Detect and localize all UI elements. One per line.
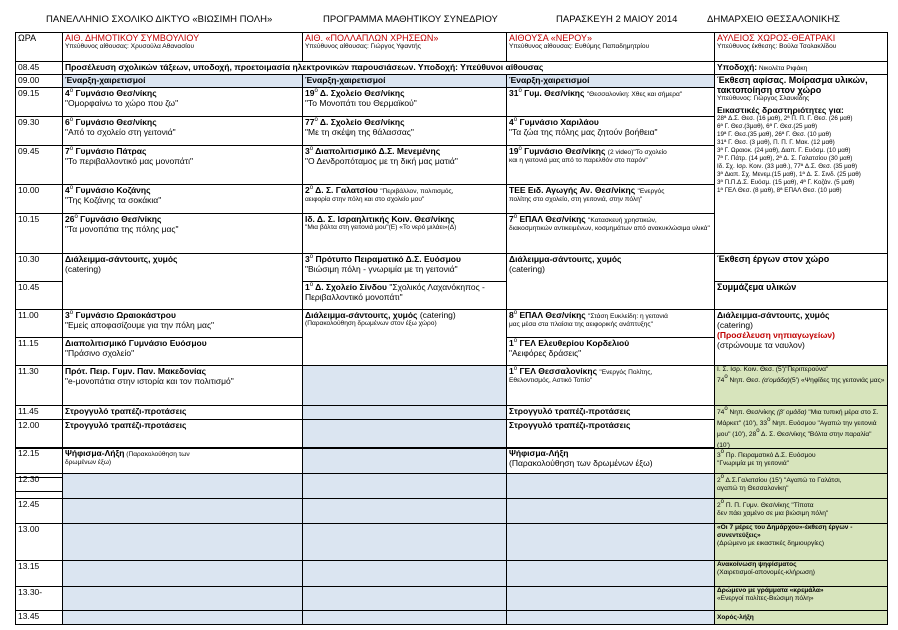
empty-cell xyxy=(303,524,507,561)
time-cell: 12.45 xyxy=(16,499,63,524)
empty-cell xyxy=(303,420,507,448)
session-note: "Ενεργός xyxy=(637,188,665,195)
session-cell xyxy=(507,117,715,146)
school-number: 7 xyxy=(65,146,70,156)
school-number: 1 xyxy=(305,282,310,292)
session-title: αειφορία στην πόλη και στο σχολείο μου" xyxy=(305,196,425,203)
exhibition-cell: Έκθεση έργων στον χώρο xyxy=(715,254,888,282)
empty-cell xyxy=(303,587,507,611)
time-cell: 13.30- xyxy=(16,587,63,611)
reception-cell xyxy=(715,62,888,75)
school-number: 33 xyxy=(759,420,768,427)
school-name: Διαπολιτισμικό Δ.Σ. Μενεμένης xyxy=(313,146,441,156)
school-number: 4 xyxy=(509,117,514,127)
performance-title: (5') «Ψηφίδες της γειτονιάς μας» xyxy=(789,377,885,384)
activity-item: Ιδ. Σχ. Ισρ. Κοιν. (33 μαθ.), 77ª Δ.Σ. Θεσ. (35 μαθ) xyxy=(717,163,858,171)
activity-item: 6ª Γ. Θεσ.(3μαθ), 6ª Γ. Θεσ.(25 μαθ) xyxy=(717,123,818,131)
session-cell xyxy=(507,146,715,185)
row-1230 xyxy=(16,474,888,499)
session-cell xyxy=(303,185,507,214)
session-title: "Το περιβαλλοντικό μας μονοπάτι" xyxy=(65,156,194,166)
kindergarten-arrival: (Προσέλευση νηπιαγωγείων) xyxy=(717,330,835,340)
empty-cell xyxy=(303,449,507,474)
opening-room1: Έναρξη-χαιρετισμοί xyxy=(63,75,303,88)
school-name: Γυμ. Θεσ/νίκης xyxy=(521,88,587,98)
ordinal-mark: ο xyxy=(69,117,74,124)
roundtable-room1: Στρογγυλό τραπέζι-προτάσεις xyxy=(63,406,303,420)
session-title: "Τα μονοπάτια της πόλης μας" xyxy=(65,224,179,234)
performance-cell xyxy=(715,611,888,625)
room3-resp: Υπεύθυνος αίθουσας: Ευθύμης Παπαδημητρίου xyxy=(509,43,650,50)
empty-cell xyxy=(63,587,303,611)
session-cell xyxy=(63,88,303,117)
performance-title: "Τίποτα xyxy=(791,502,814,509)
room4-resp: Υπεύθυνος έκθεσης: Βούλα Τσολακλίδου xyxy=(717,43,837,50)
time-cell: 09.00 xyxy=(16,75,63,88)
time-cell: 10.30 xyxy=(16,254,63,282)
roundtable-room3: Στρογγυλό τραπέζι-προτάσεις xyxy=(507,420,715,448)
session-title: πολίτης στο σχολείο, στη γειτονιά, στην πόλη" xyxy=(509,196,643,203)
ordinal-mark: ο xyxy=(720,499,725,506)
school-number: 8 xyxy=(509,310,514,320)
school-name: ΕΠΑΛ Θεσ/νίκης xyxy=(517,214,589,224)
school-number: 3 xyxy=(305,254,310,264)
empty-cell xyxy=(303,499,507,524)
school-name: Γυμνάσιο Θεσ/νίκης xyxy=(73,88,157,98)
time-cell: 09.15 xyxy=(16,88,63,117)
ordinal-mark: ο xyxy=(309,282,314,289)
empty-cell xyxy=(63,449,303,474)
school-name: Πρότυπο Πειραματικό Δ.Σ. Ευόσμου xyxy=(313,254,461,264)
break-note: (catering) xyxy=(509,264,545,274)
time-cell: 11.45 xyxy=(16,406,63,420)
time-cell: 12.30 xyxy=(16,474,63,499)
school-number: 74 xyxy=(717,409,725,416)
school-number: 7 xyxy=(509,214,514,224)
reception-label: Υποδοχή: xyxy=(717,62,758,72)
ordinal-mark: ο xyxy=(513,338,518,345)
closing-title: Ψήφισμα-Λήξη xyxy=(65,448,125,458)
session-title: μας μέσα στα πλαίσια της αειφορικής ανάπτυξης" xyxy=(509,321,653,328)
session-title: "Σχολικός Λαχανόκηπος - Περιβαλλοντικό μονοπάτι" xyxy=(305,282,485,302)
session-cell xyxy=(507,366,715,406)
school-number: 3 xyxy=(65,310,70,320)
roundtable-room3: Στρογγυλό τραπέζι-προτάσεις xyxy=(507,406,715,420)
break-note: (catering) xyxy=(65,264,101,274)
break-title: Διάλειμμα-σάντουιτς, χυμός xyxy=(65,254,178,264)
time-cell: 13.00 xyxy=(16,524,63,561)
school-name: Ιδ. Δ. Σ. Ισραηλιτικής Κοιν. Θεσ/νίκης xyxy=(305,214,455,224)
school-name: ΓΕΛ Θεσσαλονίκης xyxy=(517,366,600,376)
row-1245 xyxy=(16,499,888,524)
session-title: "Πράσινο σχολείο" xyxy=(65,348,135,358)
group-note: (β' ομάδα) xyxy=(776,409,807,416)
school-number: 3 xyxy=(305,146,310,156)
ordinal-mark: ο xyxy=(309,185,314,192)
venue-title: ΔΗΜΑΡΧΕΙΟ ΘΕΣΣΑΛΟΝΙΚΗΣ xyxy=(707,14,841,25)
session-cell xyxy=(63,185,303,214)
empty-cell xyxy=(303,366,507,406)
time-cell: 09.45 xyxy=(16,146,63,185)
date-title: ΠΑΡΑΣΚΕΥΗ 2 ΜΑΙΟΥ 2014 xyxy=(556,14,678,25)
break-title: Διάλειμμα-σάντουιτς, χυμός xyxy=(305,310,420,320)
school-name: ΕΠΑΛ Θεσ/νίκης xyxy=(517,310,589,320)
session-note: "Ενεργός Πολίτης, xyxy=(599,369,653,376)
empty-cell xyxy=(63,474,303,499)
school-name: ΓΕΛ Ελευθερίου Κορδελιού xyxy=(517,338,630,348)
room3-title: ΑΙΘΟΥΣΑ «ΝΕΡΟΥ» xyxy=(509,33,593,43)
time-cell: 11.15 xyxy=(16,338,63,366)
session-cell xyxy=(507,185,715,214)
school-number: 26 xyxy=(65,214,75,224)
school-name: Γυμνάσιο Ωραιοκάστρου xyxy=(73,310,176,320)
school-number: 77 xyxy=(305,117,315,127)
session-note: "Στάση Ευκλείδη: η γειτονιά xyxy=(588,313,668,320)
school-number: 74 xyxy=(717,377,725,384)
room1-header xyxy=(63,33,303,62)
performance-title-2: δεν πάει χαμένο σε μια βιώσιμη πόλη" xyxy=(717,510,829,517)
session-title: "Εμείς αποφασίζουμε για την πόλη μας" xyxy=(65,320,215,330)
session-title: και η γειτονιά μας από το παρελθόν στο παρόν" xyxy=(509,157,648,164)
empty-cell xyxy=(303,561,507,587)
activity-item: 7ª Γ. Πάτρ. (14 μαθ), 2ª Δ. Σ. Γαλατσίου (30 μαθ) xyxy=(717,155,853,163)
row-1345 xyxy=(16,611,888,625)
closing-note: (Παρακολούθηση των xyxy=(124,451,190,458)
row-1145 xyxy=(16,406,888,420)
empty-cell xyxy=(507,561,715,587)
school-number: 3 xyxy=(717,452,721,459)
page-header xyxy=(0,14,898,28)
session-title: "Ομορφαίνω το χώρο που ζω" xyxy=(65,98,179,108)
row-1330 xyxy=(16,587,888,611)
performance-cell xyxy=(715,524,888,561)
closing-note: (Παρακολούθηση των δρωμένων έξω) xyxy=(509,458,653,468)
ordinal-mark: ο xyxy=(518,88,522,95)
ordinal-mark: ο xyxy=(314,88,318,95)
session-title: "Βιώσιμη πόλη - γνωριμία με τη γειτονιά" xyxy=(305,264,458,274)
ordinal-mark: ο xyxy=(309,254,314,261)
performance-title: "Γνωριμία με τη γειτονιά" xyxy=(717,460,790,467)
schedule-table-bottom xyxy=(15,473,888,625)
empty-cell xyxy=(507,611,715,625)
closing-title: Ψήφισμα-Λήξη xyxy=(509,448,569,458)
performance-title: Νηπ. Ευόσμου "Αγαπώ την γειτονιά μου" (10'), xyxy=(717,420,877,438)
session-cell xyxy=(303,282,507,310)
activity-item: 1ª ΓΕΛ Θεσ. (8 μαθ), 8ª ΕΠΑΛ Θεσ. (10 μαθ) xyxy=(717,187,842,195)
row-1315 xyxy=(16,561,888,587)
row-1100 xyxy=(16,310,888,338)
performance-cell xyxy=(715,366,888,406)
school-name: Δ. Σχολείο Σίνδου xyxy=(313,282,390,292)
ordinal-mark: ο xyxy=(314,117,318,124)
empty-cell xyxy=(507,524,715,561)
performance-cell xyxy=(715,499,888,524)
session-note: "Κατασκευή χρηστικών, xyxy=(588,217,657,224)
row-1215-lower xyxy=(16,449,888,474)
school-name: Πρ. Πειραματικό Δ.Σ. Ευόσμου xyxy=(724,452,816,459)
empty-cell xyxy=(63,524,303,561)
time-cell: 12.00 xyxy=(16,420,63,448)
session-title: Εθελοντισμός, Αστικό Τοπίο" xyxy=(509,377,593,384)
row-1130 xyxy=(16,366,888,406)
empty-cell xyxy=(63,499,303,524)
exhibit-cell xyxy=(715,75,888,254)
session-title: "Μια βόλτα στη γειτονιά μου"(Ε) «Το νερό μιλάει»(Δ) xyxy=(305,224,457,231)
opening-room2: Έναρξη-χαιρετισμοί xyxy=(303,75,507,88)
performance-cell xyxy=(715,587,888,611)
performance-note: (Δρώμενο με εικαστικές δημιουργίες) xyxy=(717,540,825,547)
performance-title: «Οι 7 μέρες του Δημάρχου»-έκθεση έργων - συνεντεύξεις» xyxy=(717,524,853,539)
closing-note-2: δρωμένων έξω) xyxy=(65,459,112,466)
school-number: 2 xyxy=(305,185,310,195)
room1-title: ΑΙΘ. ΔΗΜΟΤΙΚΟΥ ΣΥΜΒΟΥΛΙΟΥ xyxy=(65,33,200,43)
break-cell xyxy=(63,254,303,310)
session-cell xyxy=(507,88,715,117)
opening-room3: Έναρξη-χαιρετισμοί xyxy=(507,75,715,88)
session-cell xyxy=(63,366,303,406)
school-name: Δ. Σχολείο Θεσ/νίκης xyxy=(317,88,405,98)
ordinal-mark: ο xyxy=(720,474,725,481)
school-number: 1 xyxy=(509,366,514,376)
school-number: 28 xyxy=(748,431,757,438)
room2-title: ΑΙΘ. «ΠΟΛΛΑΠΛΩΝ ΧΡΗΣΕΩΝ» xyxy=(305,33,439,43)
column-header-row xyxy=(16,33,888,62)
empty-cell xyxy=(303,474,507,499)
session-cell xyxy=(507,214,715,254)
school-number: 2 xyxy=(717,502,721,509)
school-name: Π. Π. Γυμν. Θεσ/νίκης xyxy=(724,502,792,509)
school-name: Γυμνάσιο Κοζάνης xyxy=(73,185,151,195)
school-name: Γυμνάσιο Πάτρας xyxy=(73,146,147,156)
session-title: διακοσμητικών αντικειμένων, κοσμημάτων από ανακυκλώσιμα υλικά" xyxy=(509,225,710,232)
exhibit-title: Έκθεση αφίσας. Μοίρασμα υλικών, τακτοποίηση στον χώρο xyxy=(717,75,868,95)
session-note: (2 video)"Το σχολείο xyxy=(607,149,667,156)
time-cell: 11.00 xyxy=(16,310,63,338)
session-title: "e-μονοπάτια στην ιστορία και τον πολιτισμό" xyxy=(65,376,234,386)
session-title: "Της Κοζάνης τα σοκάκια" xyxy=(65,195,162,205)
row-0845 xyxy=(16,62,888,75)
school-number: 31 xyxy=(509,88,519,98)
ordinal-mark: ο xyxy=(720,449,725,456)
ordinal-mark: ο xyxy=(724,406,728,413)
room4-header xyxy=(715,33,888,62)
room2-header xyxy=(303,33,507,62)
performance-note: «Ενεργοί πολίτες-Βιώσιμη πόλη» xyxy=(717,595,814,602)
empty-cell xyxy=(507,449,715,474)
break-extra: (Παρακολούθηση δρωμένων στον έξω χώρο) xyxy=(305,320,437,327)
network-title: ΠΑΝΕΛΛΗΝΙΟ ΣΧΟΛΙΚΟ ΔΙΚΤΥΟ «ΒΙΩΣΙΜΗ ΠΟΛΗ» xyxy=(46,14,273,25)
performance-title: Δ. Σ. Θεσ/νίκης "Βόλτα στην παραλία" (10') xyxy=(717,431,872,449)
setup-note: (στρώνουμε τα ναυλον) xyxy=(717,340,805,350)
school-name: ΤΕΕ Ειδ. Αγωγής Αν. Θεσ/νίκης xyxy=(509,185,638,195)
ordinal-mark: ο xyxy=(724,374,728,381)
empty-cell xyxy=(507,474,715,499)
session-cell xyxy=(303,254,507,282)
session-title: "Ο Δενδροπόταμος με τη δική μας ματιά" xyxy=(305,156,458,166)
time-header-label: ΩΡΑ xyxy=(18,33,37,43)
program-title: ΠΡΟΓΡΑΜΜΑ ΜΑΘΗΤΙΚΟΥ ΣΥΝΕΔΡΙΟΥ xyxy=(323,14,498,25)
session-cell xyxy=(303,117,507,146)
break-cell xyxy=(715,310,888,366)
room2-resp: Υπεύθυνος αίθουσας: Γιώργος Υφαντής xyxy=(305,43,421,50)
session-cell xyxy=(63,146,303,185)
room4-title: ΑΥΛΕΙΟΣ ΧΩΡΟΣ-ΘΕΑΤΡΑΚΙ xyxy=(717,33,836,43)
ordinal-mark: ο xyxy=(69,88,74,95)
row-0900 xyxy=(16,75,888,88)
session-cell xyxy=(63,214,303,254)
session-title: "Με τη σκέψη της θάλασσας" xyxy=(305,127,414,137)
performance-title: "Μια τυπική μέρα στο Σ. Μάρκετ" (10'), xyxy=(717,409,879,427)
time-header xyxy=(16,33,63,62)
ordinal-mark: ο xyxy=(513,214,518,221)
performance-cell xyxy=(715,561,888,587)
time-cell: 08.45 xyxy=(16,62,63,75)
session-cell xyxy=(507,338,715,366)
session-cell xyxy=(63,338,303,366)
performance-title: Ανακοίνωση ψηφίσματος xyxy=(717,561,797,568)
ordinal-mark: ο xyxy=(69,185,74,192)
break-title: Διάλειμμα-σάντουιτς, χυμός xyxy=(509,254,622,264)
performance-cell xyxy=(715,449,888,474)
row-1030 xyxy=(16,254,888,282)
school-number: 4 xyxy=(65,185,70,195)
session-title: "Από το σχολείο στη γειτονιά" xyxy=(65,127,176,137)
empty-cell xyxy=(63,561,303,587)
ordinal-mark: ο xyxy=(767,417,771,424)
school-number: 19 xyxy=(509,146,519,156)
break-cell xyxy=(507,254,715,310)
room3-header xyxy=(507,33,715,62)
session-title: "Τα ζώα της πόλης μας ζητούν βοήθεια" xyxy=(509,127,658,137)
exhibit-resp: Υπεύθυνος: Γιώργος Σλαυκίδης xyxy=(717,95,810,102)
empty-cell xyxy=(507,499,715,524)
performance-title: Δρώμενο με γράμματα «κρεμάλα» xyxy=(717,587,824,594)
session-title: "Θεσσαλονίκη: Χθες και σήμερα" xyxy=(586,91,683,98)
school-name: Διαπολιτισμικό Γυμνάσιο Ευόσμου xyxy=(65,338,207,348)
activity-item: 3ª Διαπ. Σχ. Μενεμ.(15 μαθ), 1ª Δ. Σ. Σινδ. (25 μαθ) xyxy=(717,171,861,179)
empty-cell xyxy=(303,611,507,625)
performance-cell xyxy=(715,474,888,499)
ordinal-mark: ο xyxy=(309,146,314,153)
ordinal-mark: ο xyxy=(513,366,518,373)
break-note: (catering) xyxy=(419,310,456,320)
time-cell-placeholder xyxy=(16,449,63,474)
school-name: Νηπ. Θεσ/νίκης xyxy=(727,409,777,416)
time-cell: 13.15 xyxy=(16,561,63,587)
session-title: "Αειφόρες δράσεις" xyxy=(509,348,582,358)
activity-item: 3ª Γ. Ωραιοκ. (24 μαθ), Διαπ. Γ. Ευόσμ. (10 μαθ) xyxy=(717,147,851,155)
time-cell: 10.00 xyxy=(16,185,63,214)
time-cell: 10.45 xyxy=(16,282,63,310)
activity-item: 19ª Γ. Θεσ.(35 μαθ), 26ª Γ. Θεσ. (10 μαθ) xyxy=(717,131,832,139)
ordinal-mark: ο xyxy=(518,146,522,153)
session-title: "Το Μονοπάτι του Θερμαϊκού" xyxy=(305,98,417,108)
performance-title: Χορός-λήξη xyxy=(717,614,754,621)
session-cell xyxy=(303,88,507,117)
school-number: 19 xyxy=(305,88,315,98)
ordinal-mark: ο xyxy=(513,117,518,124)
ordinal-mark: ο xyxy=(69,146,74,153)
school-name: Πρότ. Πειρ. Γυμν. Παν. Μακεδονίας xyxy=(65,366,207,376)
school-name: Δ. Σχολείο Θεσ/νίκης xyxy=(317,117,405,127)
activity-item: 3ª Π.Π.Δ.Σ. Ευόσμ. (15 μαθ), 4ª Γ. Κοζάν. (5 μαθ) xyxy=(717,179,855,187)
reception-name: Νικολέτα Ριφάκη xyxy=(757,65,808,72)
school-name: Γυμνάσιο Θεσ/νίκης xyxy=(73,117,157,127)
performance-title-2: αγαπώ τη Θεσσαλονίκη" xyxy=(717,485,789,492)
session-cell xyxy=(63,310,303,338)
activities-title: Εικαστικές δραστηριότητες για: xyxy=(717,105,844,115)
session-cell xyxy=(303,214,507,254)
ordinal-mark: ο xyxy=(756,428,760,435)
activity-item: 31ª Γ. Θεσ. (3 μαθ), Π. Π. Γ. Μακ. (12 μαθ) xyxy=(717,139,835,147)
time-cell: 11.30 xyxy=(16,366,63,406)
school-number: 6 xyxy=(65,117,70,127)
ordinal-mark: ο xyxy=(69,310,74,317)
time-cell: 13.45 xyxy=(16,611,63,625)
session-cell xyxy=(507,310,715,338)
empty-cell xyxy=(507,587,715,611)
time-cell: 12.15 xyxy=(16,448,63,478)
roundtable-room1: Στρογγυλό τραπέζι-προτάσεις xyxy=(63,420,303,448)
school-name: Δ. Σ. Γαλατσίου xyxy=(313,185,381,195)
school-number: 4 xyxy=(65,88,70,98)
session-cell xyxy=(303,146,507,185)
ordinal-mark: ο xyxy=(74,214,78,221)
group-note: (α'ομάδα) xyxy=(761,377,790,384)
session-cell xyxy=(63,117,303,146)
school-name: Δ.Σ.Γαλατσίου xyxy=(724,477,770,484)
schedule-table xyxy=(15,32,888,492)
school-number: 1 xyxy=(509,338,514,348)
empty-cell xyxy=(303,406,507,420)
performance-title: (15') "Αγαπώ το Γαλάτσι, xyxy=(769,477,842,484)
school-name: Νηπ. Θεσ. xyxy=(727,377,762,384)
arrival-cell: Προσέλευση σχολικών τάξεων, υποδοχή, προετοιμασία ηλεκτρονικών παρουσιάσεων. Υποδοχή: Υπεύθυνοι αίθουσας xyxy=(63,62,715,75)
school-number: 2 xyxy=(717,477,721,484)
performance-item: Ι. Σ. Ισρ. Κοιν. Θεσ. (5')"Περιπερούνα" xyxy=(717,366,829,373)
performance-note: (Χαιρετισμοί-απονομές-κλήρωση) xyxy=(717,569,815,576)
schedule-table-lower xyxy=(15,448,888,474)
time-cell: 09.30 xyxy=(16,117,63,146)
empty-cell xyxy=(63,611,303,625)
ordinal-mark: ο xyxy=(513,310,518,317)
school-name: Γυμνάσιο Θεσ/νίκης xyxy=(521,146,608,156)
room1-resp: Υπεύθυνος αίθουσας: Χρυσούλα Αθανασίου xyxy=(65,43,195,50)
session-note: "Περιβάλλον, πολιτισμός, xyxy=(380,188,454,195)
break-note: (catering) xyxy=(717,320,753,330)
school-name: Γυμνάσιο Θεσ/νίκης xyxy=(77,214,162,224)
cleanup-cell: Συμμάζεμα υλικών xyxy=(715,282,888,310)
time-cell: 10.15 xyxy=(16,214,63,254)
school-name: Γυμνάσιο Χαριλάου xyxy=(517,117,599,127)
break-title: Διάλειμμα-σάντουιτς, χυμός xyxy=(717,310,830,320)
activity-item: 28ª Δ.Σ. Θεσ. (16 μαθ), 2ª Π. Π. Γ. Θεσ. (26 μαθ) xyxy=(717,115,853,122)
break-cell xyxy=(303,310,507,366)
row-1300 xyxy=(16,524,888,561)
